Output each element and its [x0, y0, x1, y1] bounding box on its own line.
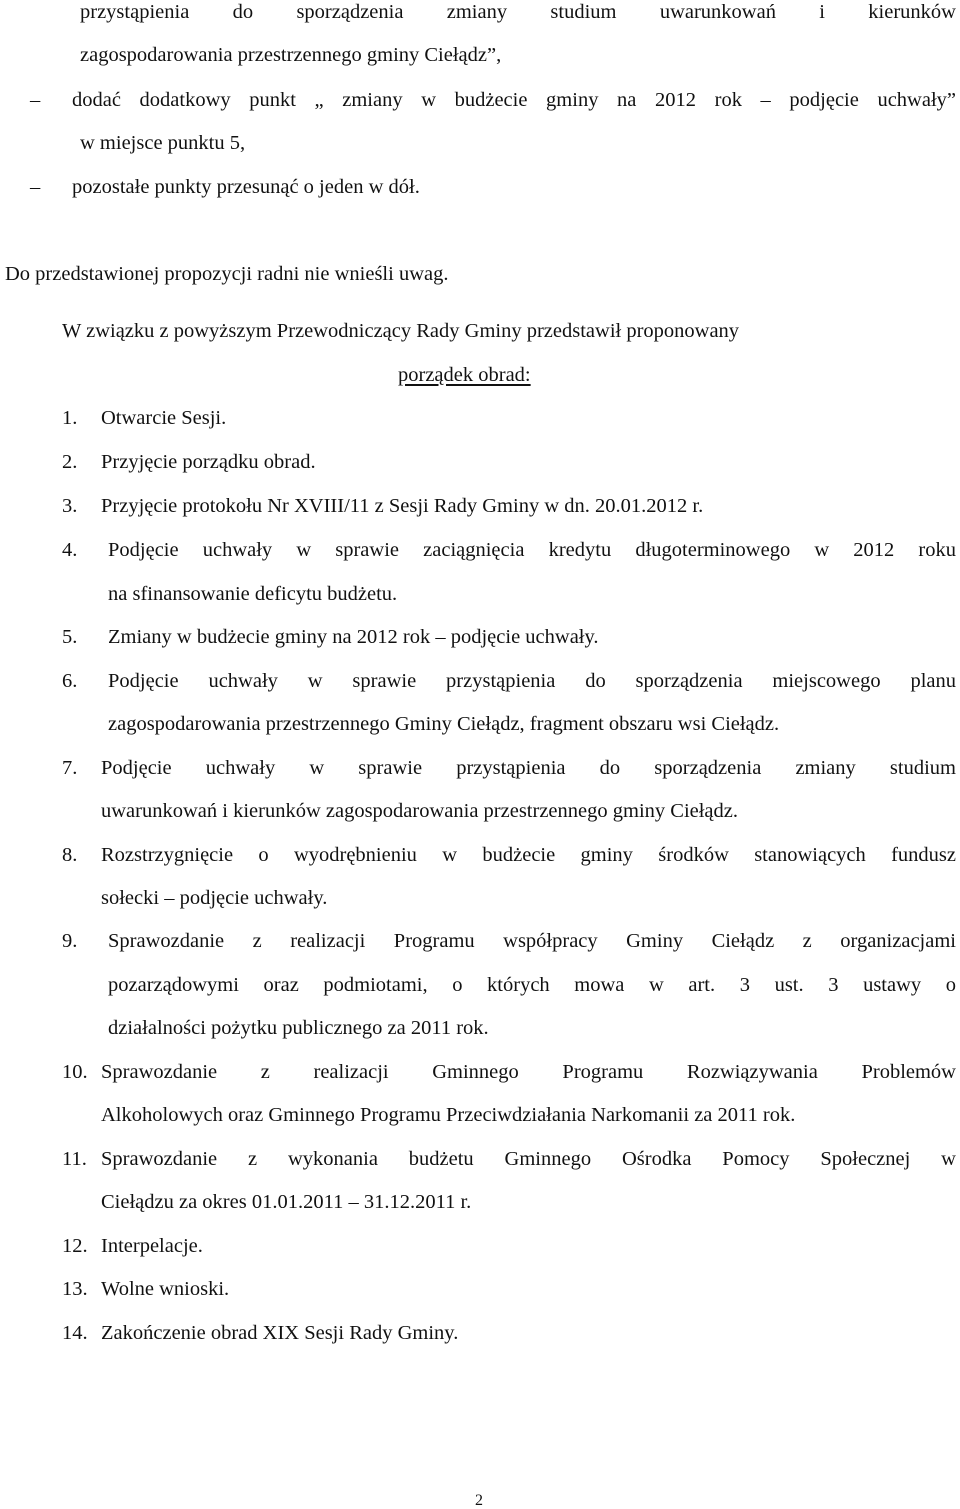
agenda-item-text: Podjęcie uchwały w sprawie przystąpienia do sporządzenia miejscowego planu [108, 670, 956, 692]
agenda-item-number: 14. [62, 1322, 88, 1344]
bullet-1-line-1: dodać dodatkowy punkt „ zmiany w budżecie gminy na 2012 rok – podjęcie uchwały” [72, 89, 956, 111]
agenda-item-text: Sprawozdanie z realizacji Programu współpracy Gminy Ciełądz z organizacjami [108, 930, 956, 952]
paragraph-1: Do przedstawionej propozycji radni nie wnieśli uwag. [5, 263, 449, 285]
agenda-item-text: Otwarcie Sesji. [101, 407, 227, 429]
agenda-item-text: Sprawozdanie z realizacji Gminnego Programu Rozwiązywania Problemów [101, 1061, 956, 1083]
agenda-item-number: 12. [62, 1235, 88, 1257]
agenda-item-text: Alkoholowych oraz Gminnego Programu Przeciwdziałania Narkomanii za 2011 rok. [101, 1104, 796, 1126]
agenda-item-number: 5. [62, 626, 78, 648]
paragraph-2: W związku z powyższym Przewodniczący Rady Gminy przedstawił proponowany [62, 320, 740, 342]
agenda-item-text: Zmiany w budżecie gminy na 2012 rok – podjęcie uchwały. [108, 626, 599, 648]
agenda-item-text: na sfinansowanie deficytu budżetu. [108, 583, 398, 605]
agenda-item-text: Ciełądzu za okres 01.01.2011 – 31.12.2011 r. [101, 1191, 472, 1213]
agenda-item-text: pozarządowymi oraz podmiotami, o których mowa w art. 3 ust. 3 ustawy o [108, 974, 956, 996]
agenda-item-number: 2. [62, 451, 78, 473]
agenda-item-text: Przyjęcie protokołu Nr XVIII/11 z Sesji Rady Gminy w dn. 20.01.2012 r. [101, 495, 704, 517]
agenda-item-number: 10. [62, 1061, 88, 1083]
agenda-item-text: zagospodarowania przestrzennego Gminy Ciełądz, fragment obszaru wsi Ciełądz. [108, 713, 780, 735]
agenda-item-number: 13. [62, 1278, 88, 1300]
agenda-item-number: 7. [62, 757, 78, 779]
intro-line-2: zagospodarowania przestrzennego gminy Ciełądz”, [80, 44, 502, 66]
agenda-item-number: 1. [62, 407, 78, 429]
agenda-item-text: Sprawozdanie z wykonania budżetu Gminnego Ośrodka Pomocy Społecznej w [101, 1148, 956, 1170]
agenda-item-text: Rozstrzygnięcie o wyodrębnieniu w budżecie gminy środków stanowiących fundusz [101, 844, 956, 866]
agenda-item-text: Podjęcie uchwały w sprawie zaciągnięcia kredytu długoterminowego w 2012 roku [108, 539, 956, 561]
agenda-item-text: działalności pożytku publicznego za 2011 rok. [108, 1017, 489, 1039]
agenda-item-number: 6. [62, 670, 78, 692]
dash-bullet: – [30, 89, 41, 111]
agenda-item-text: Interpelacje. [101, 1235, 203, 1257]
agenda-item-text: Przyjęcie porządku obrad. [101, 451, 316, 473]
agenda-item-text: Podjęcie uchwały w sprawie przystąpienia do sporządzenia zmiany studium [101, 757, 956, 779]
agenda-item-text: sołecki – podjęcie uchwały. [101, 887, 328, 909]
bullet-2: pozostałe punkty przesunąć o jeden w dół. [72, 176, 420, 198]
agenda-item-number: 11. [62, 1148, 87, 1170]
agenda-item-number: 8. [62, 844, 78, 866]
agenda-item-text: Zakończenie obrad XIX Sesji Rady Gminy. [101, 1322, 459, 1344]
agenda-item-text: uwarunkowań i kierunków zagospodarowania przestrzennego gminy Ciełądz. [101, 800, 739, 822]
dash-bullet: – [30, 176, 41, 198]
agenda-item-text: Wolne wnioski. [101, 1278, 230, 1300]
intro-line-1: przystąpienia do sporządzenia zmiany studium uwarunkowań i kierunków [80, 1, 956, 23]
agenda-item-number: 9. [62, 930, 78, 952]
bullet-1-line-2: w miejsce punktu 5, [80, 132, 246, 154]
page-number: 2 [475, 1492, 483, 1509]
agenda-heading: porządek obrad: [398, 364, 531, 386]
agenda-item-number: 3. [62, 495, 78, 517]
agenda-item-number: 4. [62, 539, 78, 561]
